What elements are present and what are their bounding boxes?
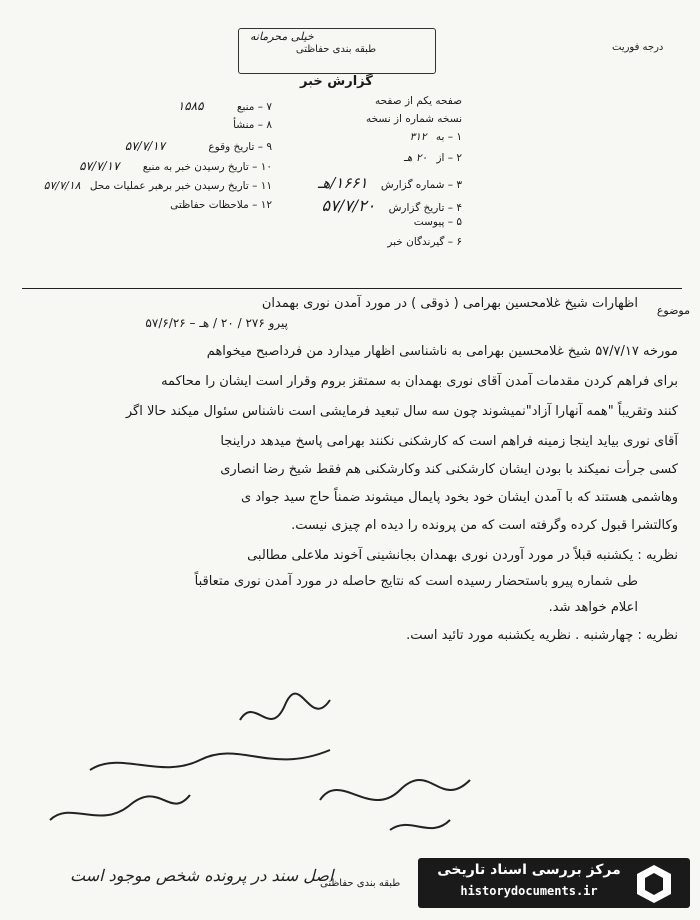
body-line: کسی جرأت نمیکند با بودن ایشان کارشکنی کند وکارشکنی هم فقط شیخ رضا انصاری [220,462,678,477]
field-row [22,119,272,131]
field-label: ۹ – تاریخ وقوع [208,141,272,153]
body-line: وهاشمی هستند که با آمدن ایشان خود بخود پایمال میشوند ضمناً حاج سید جواد ی [241,490,678,505]
watermark-name: مرکز بررسی اسناد تاریخی [437,862,621,878]
field-value: ۲۰ هـ [403,152,428,164]
field-label: ۵ – پیوست [413,216,462,228]
body-line: آقای نوری بیاید اینجا زمینه فراهم است که کارشکنی نکنند بهرامی پاسخ میدهد دراینجا [220,434,678,449]
body-line: برای فراهم کردن مقدمات آمدن آقای نوری بهمدان به سمتقز بروم وقرار است ایشان را محاکمه [161,374,678,389]
field-label: ۱ – به [435,131,462,143]
classification-handwritten: خیلی محرمانه [250,30,314,43]
field-label: صفحه یکم از صفحه [375,95,462,107]
field-row [322,196,463,215]
field-row [22,99,272,113]
field-label: ۱۰ – تاریخ رسیدن خبر به منبع [142,161,272,173]
field-value: ۵۷/۷/۲۰ [321,196,376,215]
archive-logo-icon [632,862,676,906]
subject-label: موضوع [656,304,690,317]
field-label: نسخه شماره از نسخه [365,113,462,125]
field-value: ۳۱۲ [409,131,427,143]
watermark-url: historydocuments.ir [460,884,598,898]
field-row [22,199,272,211]
bottom-classification: طبقه بندی حفاظتی [320,878,401,889]
handwritten-initials [300,760,500,850]
body-line: وکالتشرا قبول کرده وگرفته است که من پرونده را دیده ام چیزی نیست. [291,518,678,533]
field-label: ۱۲ – ملاحظات حفاظتی [170,199,272,211]
field-value: ۵۷/۷/۱۷ [124,139,166,153]
field-row [318,174,462,192]
field-label: ۷ – منبع [236,101,272,113]
field-row [366,113,462,125]
field-label: ۸ – منشأ [233,119,272,131]
field-row [404,152,462,164]
field-label: ۱۱ – تاریخ رسیدن خبر برهبر عملیات محل [89,180,272,192]
priority-label: درجه فوریت [612,42,664,53]
field-row [410,131,462,143]
field-row [375,95,462,107]
field-value: ۱۶۶۱/هـ [317,174,368,192]
field-value: ۵۷/۷/۱۸ [43,179,81,192]
note-line: نظریه : چهارشنبه . نظریه یکشنبه مورد تائید است. [406,628,678,643]
subject-text: اظهارات شیخ غلامحسین بهرامی ( ذوقی ) در مورد آمدن نوری بهمدان [261,296,638,311]
field-label: ۶ – گیرندگان خبر [387,236,462,248]
bottom-left-note: اصل سند در پرونده شخص موجود است [70,866,334,885]
field-label: ۴ – تاریخ گزارش [388,202,462,214]
note-line: طی شماره پیرو باستحضار رسیده است که نتایج حاصله در مورد آمدن نوری متعاقباً [194,574,638,589]
field-row [22,139,272,153]
note-line: اعلام خواهد شد. [548,600,638,615]
field-row [387,236,462,248]
field-value: ۵۷/۷/۱۷ [79,159,120,173]
body-line: کنند وتقریباً "همه آنهارا آزاد"نمیشوند چون سه سال تبعید فرمایشی است ناشناس سئوال میکند حالا اگر [125,404,678,419]
subject-reference: پیرو ۲۷۶ / ۲۰ / هـ – ۵۷/۶/۲۶ [145,316,288,330]
field-value: ۱۵۸۵ [177,99,204,113]
document-title: گزارش خبر [300,74,373,89]
note-line: نظریه : یکشنبه قبلاً در مورد آوردن نوری بهمدان بجانشینی آخوند ملاعلی مطالبی [247,548,678,563]
field-label: ۳ – شماره گزارش [380,179,462,191]
classification-label: طبقه بندی حفاظتی [295,44,377,55]
field-row [414,216,462,228]
field-label: ۲ – از [436,152,462,164]
field-row [22,159,272,173]
header-divider [22,288,682,289]
field-row [22,179,272,192]
body-line: مورخه ۵۷/۷/۱۷ شیخ غلامحسین بهرامی به ناشناسی اظهار میدارد من فرداصبح میخواهم [206,344,678,359]
